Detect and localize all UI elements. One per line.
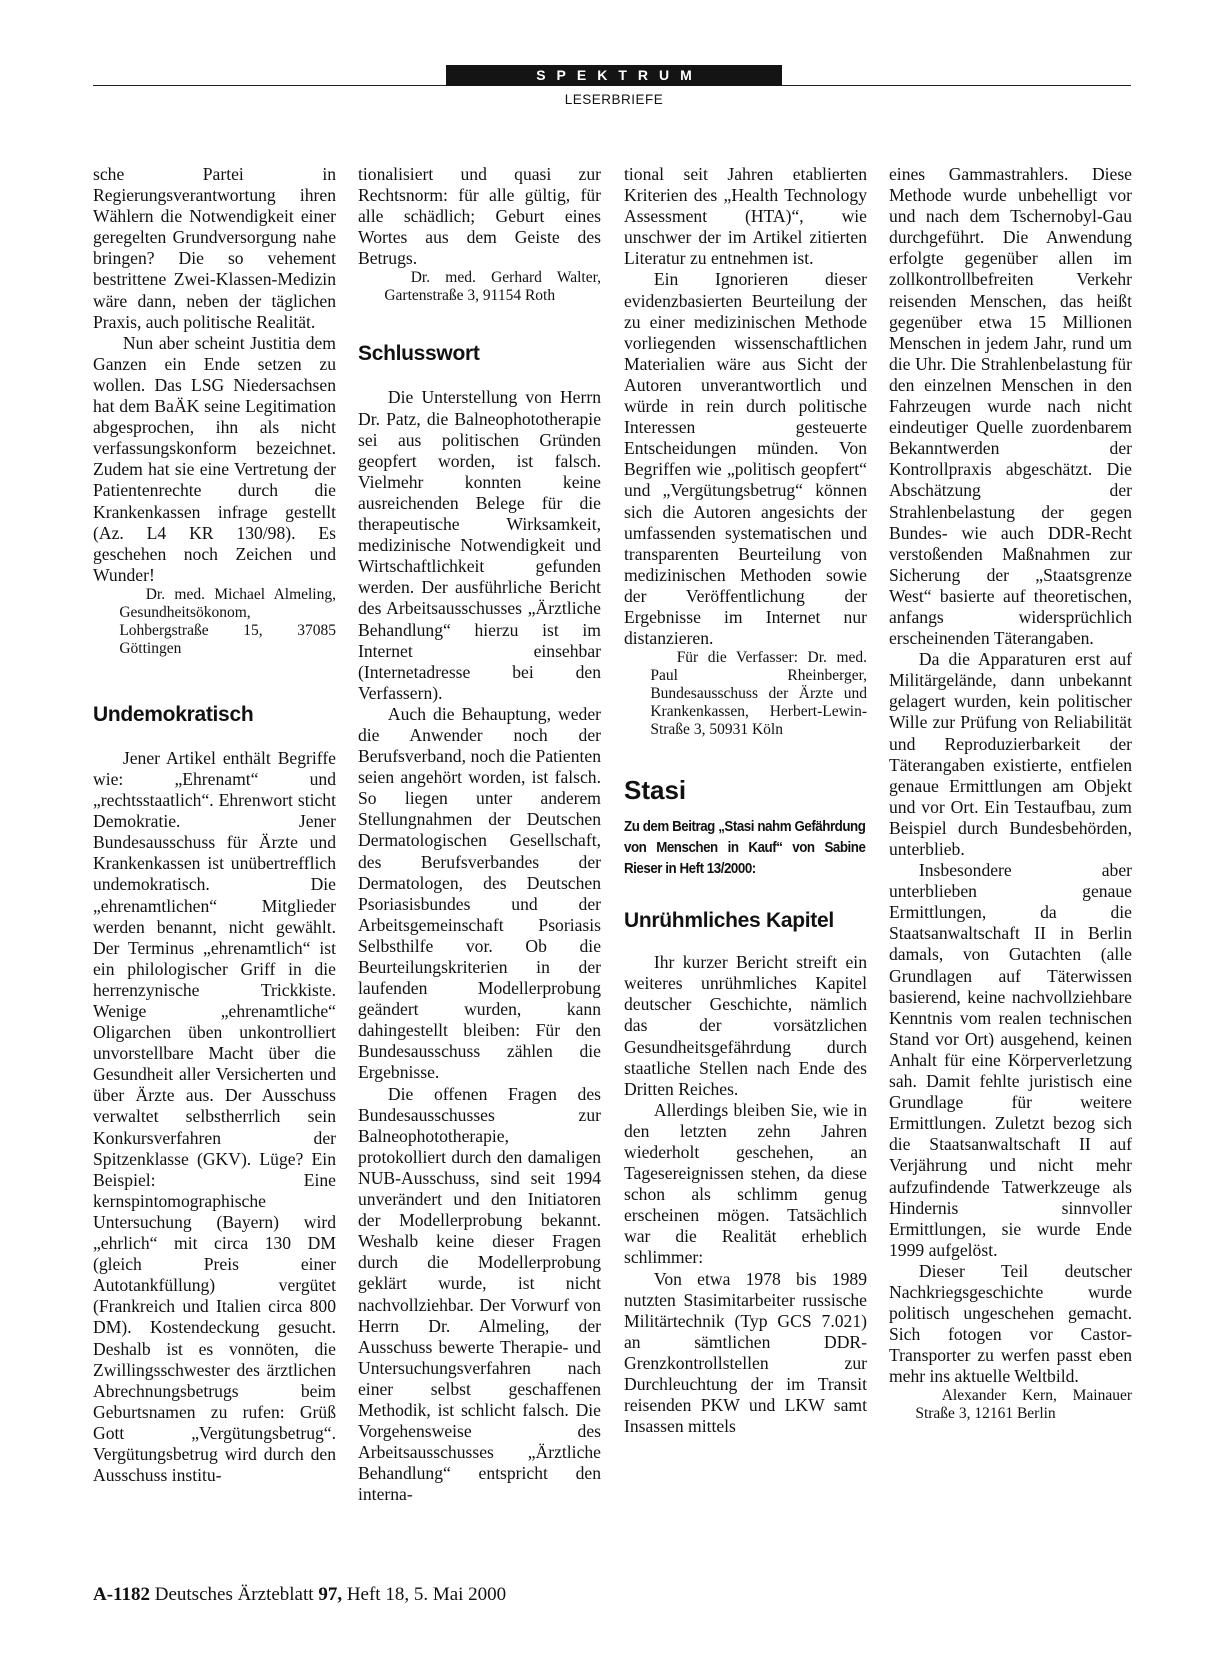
- section-subtitle: LESERBRIEFE: [564, 92, 664, 107]
- paragraph: Dieser Teil deutscher Nachkriegsgeschichte wurde politisch ungeschehen gemacht. Sich fotogen vor Castor-Transporter zu werfen passt eben mehr ins aktuelle Weltbild.: [889, 1260, 1132, 1387]
- paragraph: Ihr kurzer Bericht streift ein weiteres unrühmliches Kapitel deutscher Geschichte, nämlich das der vorsätzlichen Gesundheitsgefährdung durch staatliche Stellen nach Ende des Dritten Reiches.: [624, 952, 867, 1099]
- section-heading: Stasi: [624, 775, 687, 806]
- letter-signature: Dr. med. Gerhard Walter, Gartenstraße 3, 91154 Roth: [384, 269, 601, 305]
- column-1: [93, 164, 336, 1486]
- letter-heading: Schlusswort: [358, 342, 480, 366]
- letter-signature: Dr. med. Michael Almeling, Gesundheitsökonom, Lohbergstraße 15, 37085 Göttingen: [119, 585, 336, 657]
- section-banner: SPEKTRUM: [446, 65, 782, 86]
- paragraph: Da die Apparaturen erst auf Militärgelände, dann unbekannt gelagert wurden, kein politischer Wille zur Prüfung von Reliabilität und Reproduzierbarkeit der Täterangaben existierte, entfielen genaue Ermittlungen am Objekt und vor Ort. Ein Testaufbau, zum Beispiel durch Bundesbehörden, unterblieb.: [889, 649, 1132, 859]
- page-footer: [93, 1584, 506, 1606]
- column-2: [358, 164, 601, 1505]
- paragraph: Von etwa 1978 bis 1989 nutzten Stasimitarbeiter russische Militärtechnik (Typ GCS 7.021) an sämtlichen DDR-Grenzkontrollstellen zur Durchleuchtung der im Transit reisenden PKW und LKW samt Insassen mittels: [624, 1268, 867, 1437]
- paragraph: tional seit Jahren etablierten Kriterien des „Health Technology Assessment (HTA)“, wie unschwer der im Artikel zitierten Literatur zu entnehmen ist.: [624, 164, 867, 269]
- issue-date: Heft 18, 5. Mai 2000: [346, 1584, 507, 1605]
- letter-heading: Unrühmliches Kapitel: [624, 909, 834, 933]
- paragraph: Die Unterstellung von Herrn Dr. Patz, die Balneophototherapie sei aus politischen Gründen geopfert worden, ist falsch. Vielmehr konnten keine ausreichenden Belege für die therapeutische Wirksamkeit, medizinische Notwendigkeit und Wirtschaftlichkeit gefunden werden. Der ausführliche Bericht des Arbeitsausschusses „Ärztliche Behandlung“ hierzu ist im Internet einsehbar (Internetadresse bei den Verfassern).: [358, 387, 601, 703]
- column-4: [889, 164, 1132, 1423]
- paragraph: sche Partei in Regierungsverantwortung ihren Wählern die Notwendigkeit einer geregelten Grundversorgung nahe bringen? Die so vehement bestrittene Zwei-Klassen-Medizin wäre dann, neben der täglichen Praxis, auch politische Realität.: [93, 164, 336, 332]
- paragraph: eines Gammastrahlers. Diese Methode wurde unbehelligt vor und nach dem Tschernobyl-Gau durchgeführt. Die Anwendung erfolgte gegenüber allen im zollkontrollbefreiten Verkehr reisenden Menschen, das heißt gegenüber etwa 15 Millionen Menschen in jedem Jahr, rund um die Uhr. Die Strahlenbelastung für den einzelnen Menschen in den Fahrzeugen wurde nach nicht eindeutiger Quelle zuordenbarem Bekanntwerden der Kontrollpraxis abgeschätzt. Die Abschätzung der Strahlenbelastung der gegen Bundes- wie auch DDR-Recht verstoßenden Maßnahmen zur Sicherung der „Staatsgrenze West“ basierte auf theoretischen, anfangs widersprüchlich erscheinenden Täterangaben.: [889, 164, 1132, 649]
- paragraph: Auch die Behauptung, weder die Anwender noch der Berufsverband, noch die Patienten seien angehört worden, ist falsch. So liegen unter anderem Stellungnahmen der Deutschen Dermatologischen Gesellschaft, des Berufsverbandes der Dermatologen, des Deutschen Psoriasisbundes und der Arbeitsgemeinschaft Psoriasis Selbsthilfe vor. Ob die Beurteilungskriterien in der laufenden Modellerprobung geändert wurden, kann dahingestellt bleiben: Für den Bundesausschuss zählen die Ergebnisse.: [358, 703, 601, 1083]
- paragraph: Die offenen Fragen des Bundesausschusses zur Balneophototherapie, protokolliert durch den damaligen NUB-Ausschuss, sind seit 1994 unverändert und den Initiatoren der Modellerprobung bekannt. Weshalb keine dieser Fragen durch die Modellerprobung geklärt wurde, ist nicht nachvollziehbar. Der Vorwurf von Herrn Dr. Almeling, der Ausschuss bewerte Therapie- und Untersuchungsverfahren nach einer selbst geschaffenen Methodik, ist schlicht falsch. Die Vorgehensweise des Arbeitsausschusses „Ärztliche Behandlung“ entspricht den interna-: [358, 1083, 601, 1505]
- column-3: [624, 164, 867, 1437]
- journal-name: Deutsches Ärzteblatt: [154, 1584, 314, 1605]
- paragraph: Nun aber scheint Justitia dem Ganzen ein Ende setzen zu wollen. Das LSG Niedersachsen hat dem BaÄK seine Legitimation abgesprochen, ihn als nicht verfassungskonform bezeichnet. Zudem hat sie eine Vertretung der Patientenrechte durch die Krankenkassen infrage gestellt (Az. L4 KR 130/98). Es geschehen noch Zeichen und Wunder!: [93, 332, 336, 585]
- paragraph: Ein Ignorieren dieser evidenzbasierten Beurteilung der zu einer medizinischen Methode vorliegenden wissenschaftlichen Materialien wäre aus Sicht der Autoren unverantwortlich und würde in rein durch politische Interessen gesteuerte Entscheidungen münden. Von Begriffen wie „politisch geopfert“ und „Vergütungsbetrug“ können sich die Autoren angesichts der umfassenden systematischen und transparenten Beurteilung von medizinischen Methoden sowie der Veröffentlichung der Ergebnisse im Internet nur distanzieren.: [624, 269, 867, 649]
- paragraph: Insbesondere aber unterblieben genaue Ermittlungen, da die Staatsanwaltschaft II in Berlin damals, von Gutachten (alle Grundlagen auf Täterwissen basierend, keine nachvollziehbare Kenntnis vom realen technischen Stand vor Ort) ausgehend, keinen Anhalt für eine Körperverletzung sah. Damit fehlte juristisch eine Grundlage für weitere Ermittlungen. Zuletzt bezog sich die Staatsanwaltschaft II auf Verjährung und nicht mehr aufzufindende Tatwerkzeuge als Hindernis sinnvoller Ermittlungen, sie wurde Ende 1999 aufgelöst.: [889, 860, 1132, 1260]
- paragraph: tionalisiert und quasi zur Rechtsnorm: für alle gültig, für alle schädlich; Geburt eines Wortes aus dem Geiste des Betrugs.: [358, 164, 601, 269]
- paragraph: Jener Artikel enthält Begriffe wie: „Ehrenamt“ und „rechtsstaatlich“. Ehrenwort sticht Demokratie. Jener Bundesausschuss für Ärzte und Krankenkassen ist unübertrefflich undemokratisch. Die „ehrenamtlichen“ Mitglieder werden benannt, nicht gewählt. Der Terminus „ehrenamtlich“ ist ein philologischer Griff in die herrenzynische Trickkiste. Wenige „ehrenamtliche“ Oligarchen üben unkontrolliert unvorstellbare Macht über die Gesundheit aller Versicherten und über Ärzte aus. Der Ausschuss verwaltet selbstherrlich sein Konkursverfahren der Spitzenklasse (GKV). Lüge? Ein Beispiel: Eine kernspintomographische Untersuchung (Bayern) wird „ehrlich“ mit circa 130 DM (gleich Preis einer Autotankfüllung) vergütet (Frankreich und Italien circa 800 DM). Kostendeckung gesucht. Deshalb ist es vonnöten, die Zwillingsschwester des ärztlichen Abrechnungsbetrugs beim Geburtsnamen zu rufen: Grüß Gott „Vergütungsbetrug“. Vergütungsbetrug wird durch den Ausschuss institu-: [93, 747, 336, 1486]
- paragraph: Allerdings bleiben Sie, wie in den letzten zehn Jahren wiederholt geschehen, an Tagesereignissen stehen, da diese schon als schlimm genug erscheinen mögen. Tatsächlich war die Realität erheblich schlimmer:: [624, 1099, 867, 1268]
- article-reference: Zu dem Beitrag „Stasi nahm Gefährdung von Menschen in Kauf“ von Sabine Rieser in Heft 13/2000:: [624, 819, 866, 878]
- letter-heading: Undemokratisch: [93, 702, 254, 726]
- letter-signature: Alexander Kern, Mainauer Straße 3, 12161 Berlin: [915, 1387, 1132, 1423]
- volume-number: 97,: [318, 1584, 343, 1605]
- page-number: A-1182: [93, 1584, 150, 1605]
- letter-signature: Für die Verfasser: Dr. med. Paul Rheinberger, Bundesausschuss der Ärzte und Krankenkassen, Herbert-Lewin-Straße 3, 50931 Köln: [650, 649, 867, 739]
